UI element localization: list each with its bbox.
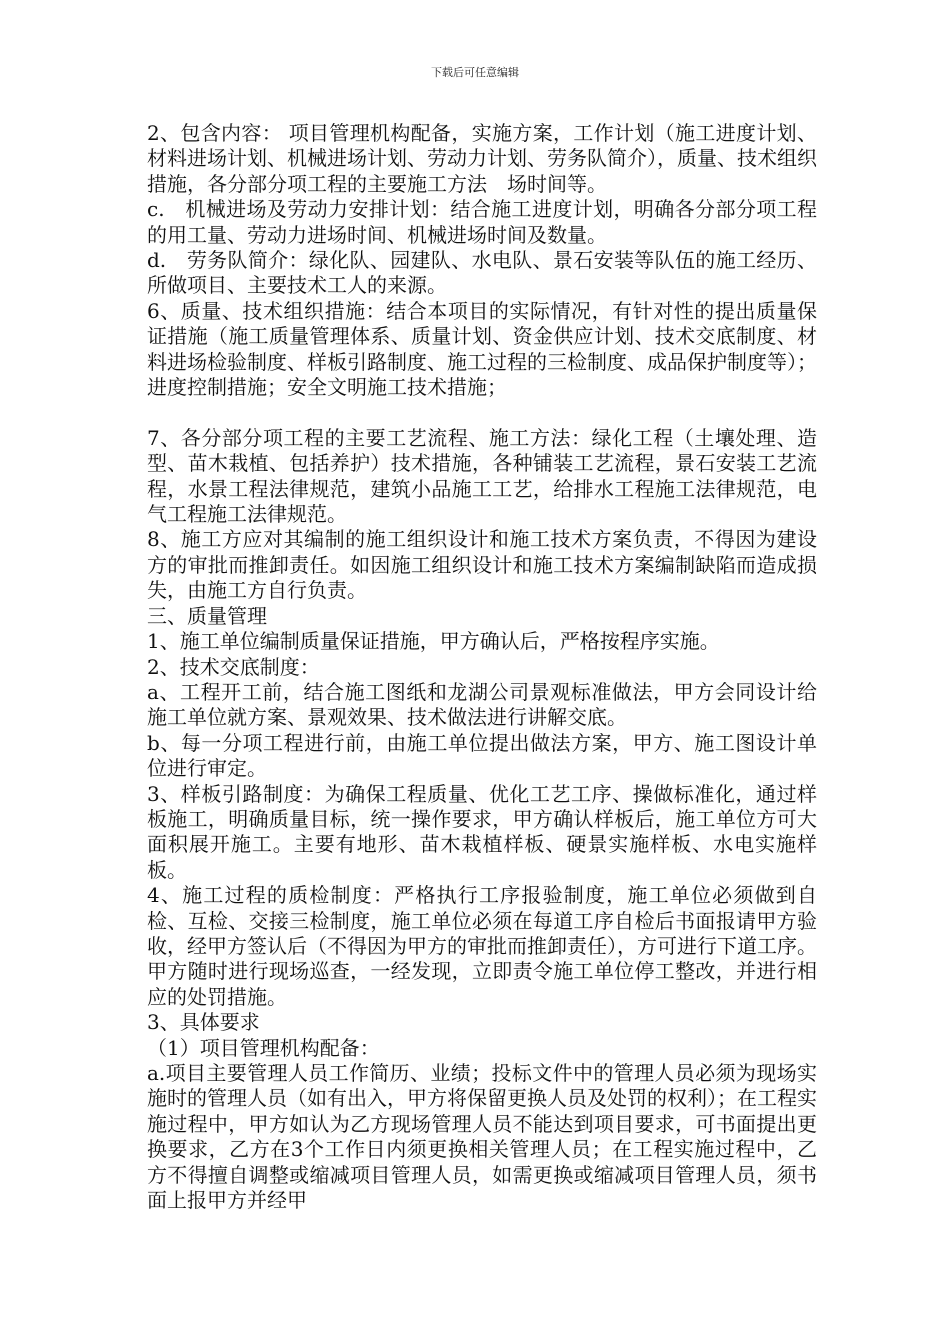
paragraph-labor-team: d. 劳务队简介：绿化队、园建队、水电队、景石安装等队伍的施工经历、所做项目、主要技术工人的来源。 bbox=[147, 248, 817, 298]
paragraph-management-a: a.项目主要管理人员工作简历、业绩；投标文件中的管理人员必须为现场实施时的管理人员（如有出入，甲方将保留更换人员及处罚的权利）；在工程实施过程中，甲方如认为乙方现场管理人员不能达到项目要求，可书面提出更换要求，乙方在3个工作日内须更换相关管理人员；在工程实施过程中，乙方不得擅自调整或缩减项目管理人员，如需更换或缩减项目管理人员，须书面上报甲方并经甲 bbox=[147, 1061, 817, 1213]
paragraph-briefing-a: a、工程开工前，结合施工图纸和龙湖公司景观标准做法，甲方会同设计给施工单位就方案、景观效果、技术做法进行讲解交底。 bbox=[147, 679, 817, 730]
blank-line bbox=[147, 400, 817, 425]
document-body bbox=[147, 121, 817, 1213]
paragraph-responsibility: 8、施工方应对其编制的施工组织设计和施工技术方案负责，不得因为建设方的审批而推卸责任。如因施工组织设计和施工技术方案编制缺陷而造成损失，由施工方自行负责。 bbox=[147, 527, 817, 603]
paragraph-machinery-plan: c. 机械进场及劳动力安排计划：结合施工进度计划，明确各分部分项工程的用工量、劳动力进场时间、机械进场时间及数量。 bbox=[147, 197, 817, 247]
paragraph-process-methods: 7、各分部分项工程的主要工艺流程、施工方法：绿化工程（土壤处理、造型、苗木栽植、包括养护）技术措施，各种铺装工艺流程，景石安装工艺流程，水景工程法律规范，建筑小品施工工艺，给排水工程施工法律规范，电气工程施工法律规范。 bbox=[147, 425, 817, 527]
paragraph-quality-measures: 6、质量、技术组织措施：结合本项目的实际情况，有针对性的提出质量保证措施（施工质量管理体系、质量计划、资金供应计划、技术交底制度、材料进场检验制度、样板引路制度、施工过程的三检制度、成品保护制度等）；进度控制措施；安全文明施工技术措施； bbox=[147, 298, 817, 400]
paragraph-tech-briefing: 2、技术交底制度： bbox=[147, 654, 320, 679]
paragraph-quality-item-1: 1、施工单位编制质量保证措施，甲方确认后，严格按程序实施。 bbox=[147, 629, 720, 654]
paragraph-sample-system: 3、样板引路制度：为确保工程质量、优化工艺工序、操做标准化，通过样板施工，明确质量目标，统一操作要求，甲方确认样板后，施工单位方可大面积展开施工。主要有地形、苗木栽植样板、硬景实施样板、水电实施样板。 bbox=[147, 781, 817, 882]
paragraph-specific-requirements: 3、具体要求 bbox=[147, 1010, 260, 1035]
paragraph-inspection-system: 4、施工过程的质检制度：严格执行工序报验制度，施工单位必须做到自检、互检、交接三检制度，施工单位必须在每道工序自检后书面报请甲方验收，经甲方签认后（不得因为甲方的审批而推卸责任），方可进行下道工序。甲方随时进行现场巡查，一经发现，立即责令施工单位停工整改，并进行相应的处罚措施。 bbox=[147, 883, 817, 1009]
page-header: 下载后可任意编辑 bbox=[431, 66, 519, 79]
paragraph-briefing-b: b、每一分项工程进行前，由施工单位提出做法方案，甲方、施工图设计单位进行审定。 bbox=[147, 730, 817, 781]
paragraph-management-setup: （1）项目管理机构配备： bbox=[147, 1035, 380, 1060]
paragraph-contents: 2、包含内容： 项目管理机构配备，实施方案，工作计划（施工进度计划、材料进场计划、机械进场计划、劳动力计划、劳务队简介），质量、技术组织措施，各分部分项工程的主要施工方法 场时间等。 bbox=[147, 121, 817, 196]
section-heading-quality: 三、质量管理 bbox=[147, 603, 267, 628]
